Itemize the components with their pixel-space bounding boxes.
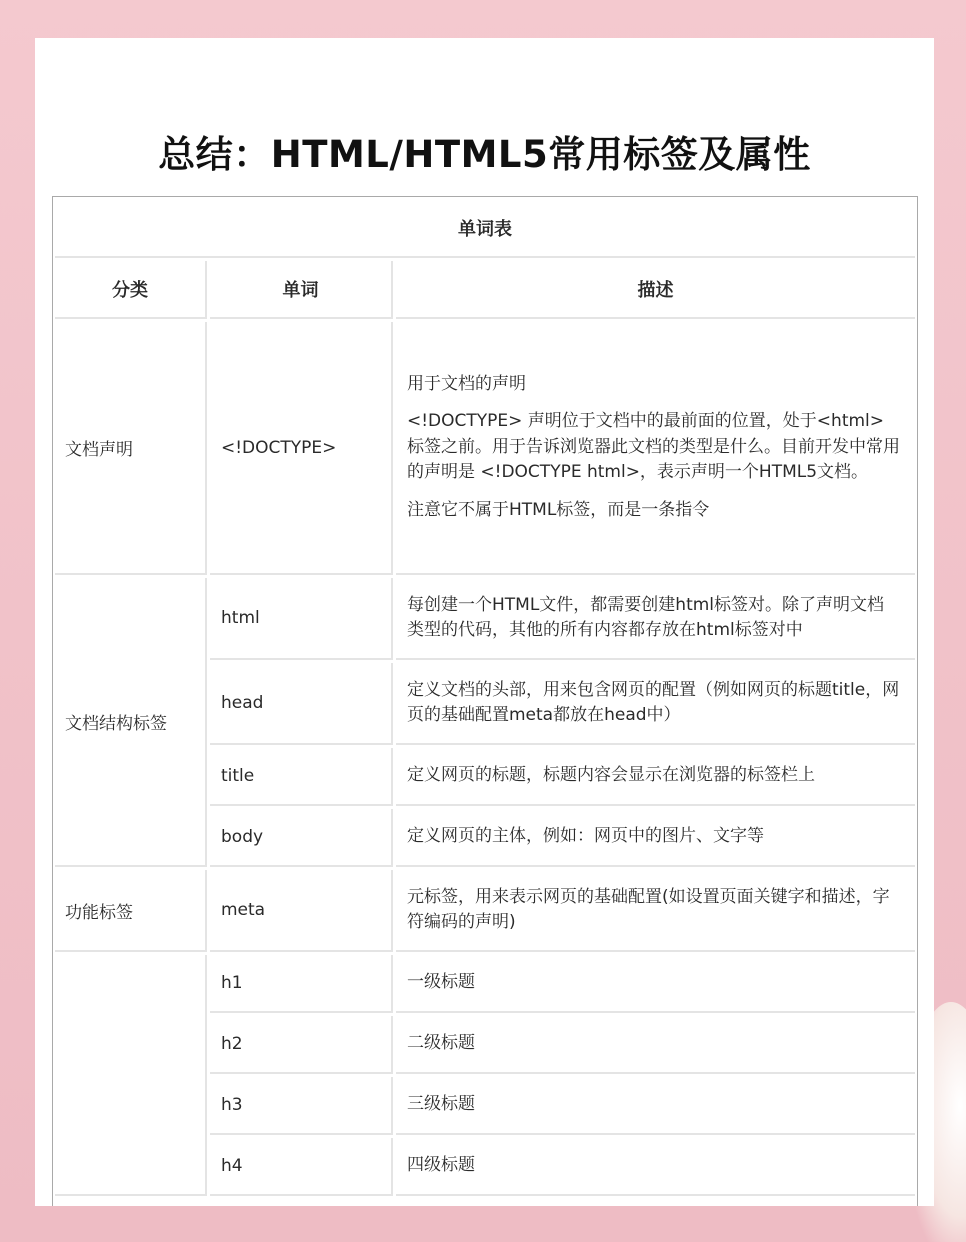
content-card [35, 38, 934, 1206]
description-text: 四级标题 [407, 1155, 475, 1176]
header-description: 描述 [396, 261, 915, 319]
description-cell [396, 809, 915, 867]
description-cell [396, 663, 915, 745]
vocabulary-table-wrapper [52, 196, 918, 1206]
description-cell [396, 955, 915, 1013]
description-text: 注意它不属于HTML标签，而是一条指令 [407, 499, 710, 520]
word-cell: head [210, 663, 393, 745]
description-cell [396, 1077, 915, 1135]
word-cell: meta [210, 870, 393, 952]
word-cell: h2 [210, 1016, 393, 1074]
description-cell [396, 1016, 915, 1074]
table-row [55, 870, 915, 952]
word-cell: h4 [210, 1138, 393, 1196]
description-cell [396, 870, 915, 952]
description-text: 一级标题 [407, 972, 475, 993]
header-category: 分类 [55, 261, 207, 319]
table-caption: 单词表 [55, 200, 915, 258]
description-text: 定义网页的标题，标题内容会显示在浏览器的标签栏上 [407, 765, 815, 786]
vocabulary-table [52, 197, 918, 1199]
word-cell: <!DOCTYPE> [210, 322, 393, 575]
word-cell: body [210, 809, 393, 867]
description-text: 元标签，用来表示网页的基础配置(如设置页面关键字和描述，字符编码的声明) [407, 886, 890, 932]
table-row [55, 322, 915, 575]
description-text: <!DOCTYPE> 声明位于文档中的最前面的位置，处于<html> 标签之前。用于告诉浏览器此文档的类型是什么。目前开发中常用的声明是 <!DOCTYPE html>，表示声明一个HTML5文档。 [407, 411, 900, 483]
word-cell: h3 [210, 1077, 393, 1135]
table-body [55, 322, 915, 1196]
category-cell: 文档声明 [55, 322, 207, 575]
description-text: 定义网页的主体，例如：网页中的图片、文字等 [407, 826, 764, 847]
description-text: 定义文档的头部，用来包含网页的配置（例如网页的标题title，网页的基础配置meta都放在head中） [407, 679, 900, 725]
word-cell: h1 [210, 955, 393, 1013]
description-text: 二级标题 [407, 1033, 475, 1054]
table-row [55, 955, 915, 1013]
table-row [55, 578, 915, 660]
category-cell [55, 955, 207, 1196]
page-title: 总结：HTML/HTML5常用标签及属性 [158, 133, 811, 176]
description-cell [396, 322, 915, 575]
category-cell: 功能标签 [55, 870, 207, 952]
description-cell [396, 748, 915, 806]
header-word: 单词 [210, 261, 393, 319]
description-text: 三级标题 [407, 1094, 475, 1115]
category-cell: 文档结构标签 [55, 578, 207, 867]
description-text: 每创建一个HTML文件，都需要创建html标签对。除了声明文档类型的代码，其他的所有内容都存放在html标签对中 [407, 594, 885, 640]
word-cell: html [210, 578, 393, 660]
description-text: 用于文档的声明 [407, 373, 526, 394]
description-cell [396, 578, 915, 660]
description-cell [396, 1138, 915, 1196]
word-cell: title [210, 748, 393, 806]
